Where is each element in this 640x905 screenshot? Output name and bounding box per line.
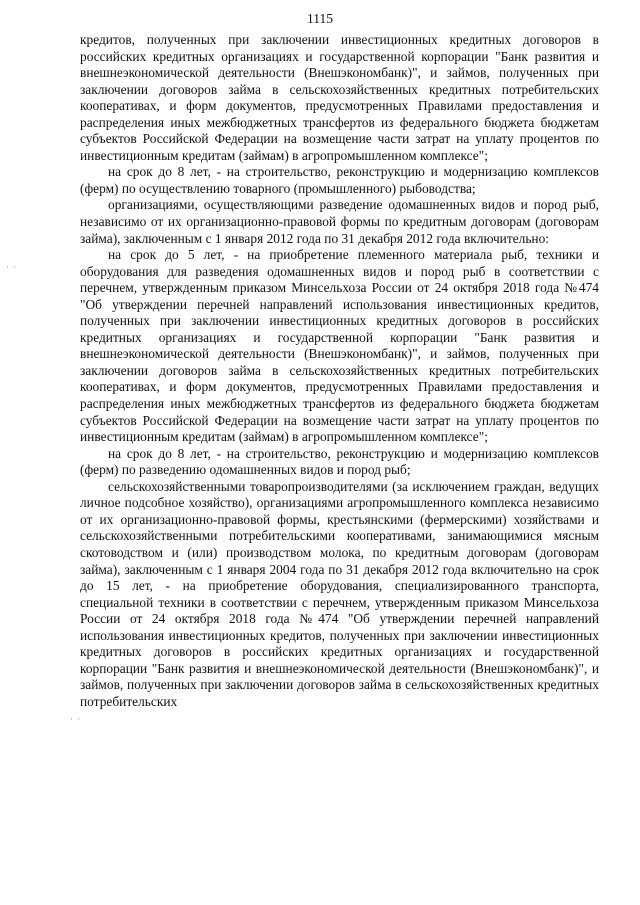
paragraph: на срок до 8 лет, - на строительство, реконструкцию и модернизацию комплексов (ферм) по осуществлению товарного (промышленного) рыбоводства; [80,164,599,196]
paragraph: кредитов, полученных при заключении инвестиционных кредитных договоров в российских кредитных организациях и государственной корпорации "Банк развития и внешнеэкономической деятельности (Внешэкономбанк)", и займов, полученных при заключении договоров займа в сельскохозяйственных кредитных потребительских кооперативах, и форм документов, предусмотренных Правилами предоставления и распределения иных межбюджетных трансфертов из федерального бюджета бюджетам субъектов Российской Федерации на возмещение части затрат на уплату процентов по инвестиционным кредитам (займам) в агропромышленном комплексе"; [80,32,599,163]
document-body [80,32,599,710]
margin-mark: · · [6,262,18,272]
paragraph: на срок до 5 лет, - на приобретение племенного материала рыб, техники и оборудования для разведения одомашненных видов и пород рыб в соответствии с перечнем, утвержденным приказом Минсельхоза России от 24 октября 2018 года №474 "Об утверждении перечней направлений использования инвестиционных кредитов, полученных при заключении инвестиционных кредитных договоров в российских кредитных организациях и государственной корпорации "Банк развития и внешнеэкономической деятельности (Внешэкономбанк)", и займов, полученных при заключении договоров займа в сельскохозяйственных кредитных потребительских кооперативах, и форм документов, предусмотренных Правилами предоставления и распределения иных межбюджетных трансфертов из федерального бюджета бюджетам субъектов Российской Федерации на возмещение части затрат на уплату процентов по инвестиционным кредитам (займам) в агропромышленном комплексе"; [80,247,599,445]
paragraph: организациями, осуществляющими разведение одомашненных видов и пород рыб, независимо от их организационно-правовой формы по кредитным договорам (договорам займа), заключенным с 1 января 2012 года по 31 декабря 2012 года включительно: [80,197,599,246]
margin-mark: · · [70,714,82,724]
paragraph: сельскохозяйственными товаропроизводителями (за исключением граждан, ведущих личное подсобное хозяйство), организациями агропромышленного комплекса независимо от их организационно-правовой формы, крестьянскими (фермерскими) хозяйствами и сельскохозяйственными потребительскими кооперативами, занимающимися мясным скотоводством и (или) производством молока, по кредитным договорам (договорам займа), заключенным с 1 января 2004 года по 31 декабря 2012 года включительно на срок до 15 лет, - на приобретение оборудования, специализированного транспорта, специальной техники в соответствии с перечнем, утвержденным приказом Минсельхоза России от 24 октября 2018 года №474 "Об утверждении перечней направлений использования инвестиционных кредитов, полученных при заключении инвестиционных кредитных договоров в российских кредитных организациях и государственной корпорации "Банк развития и внешнеэкономической деятельности (Внешэкономбанк)", и займов, полученных при заключении договоров займа в сельскохозяйственных кредитных потребительских [80,478,599,709]
page-number: 1115 [307,11,333,26]
paragraph: на срок до 8 лет, - на строительство, реконструкцию и модернизацию комплексов (ферм) по разведению одомашненных видов и пород рыб; [80,445,599,478]
